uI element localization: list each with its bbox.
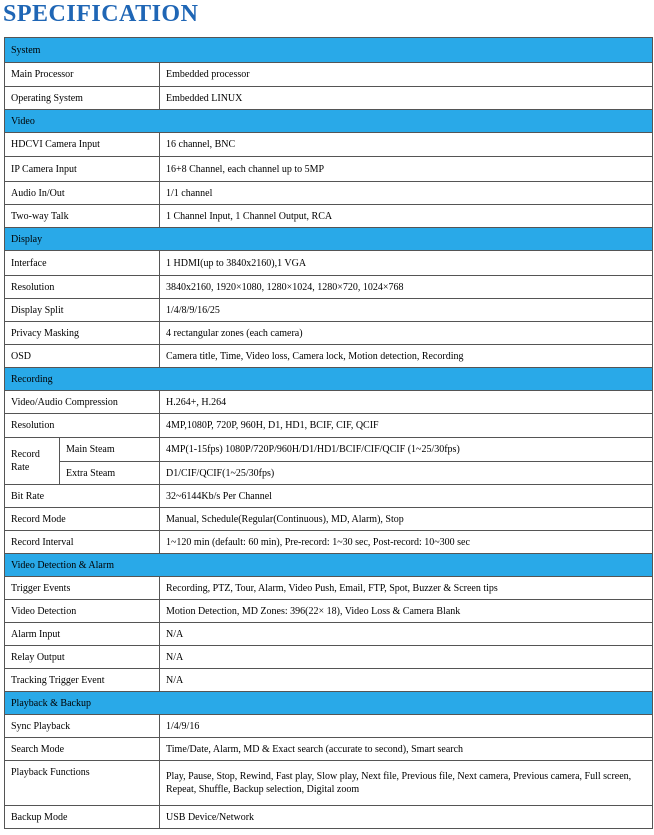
table-row	[5, 322, 653, 345]
table-row	[5, 531, 653, 554]
table-row	[5, 646, 653, 669]
section-title: Display	[5, 228, 653, 251]
table-row	[5, 577, 653, 600]
spec-value: 1/4/8/9/16/25	[160, 299, 653, 322]
spec-value: Embedded LINUX	[160, 87, 653, 110]
spec-label: Main Processor	[5, 63, 160, 87]
spec-sublabel: Extra Steam	[60, 462, 160, 485]
section-header-playback	[5, 692, 653, 715]
table-row	[5, 63, 653, 87]
table-row	[5, 738, 653, 761]
table-row	[5, 508, 653, 531]
spec-label: Bit Rate	[5, 485, 160, 508]
spec-label: Relay Output	[5, 646, 160, 669]
spec-label: HDCVI Camera Input	[5, 133, 160, 157]
table-row	[5, 182, 653, 205]
spec-label: IP Camera Input	[5, 157, 160, 182]
record-rate-line2: Rate	[11, 462, 30, 473]
spec-value: 32~6144Kb/s Per Channel	[160, 485, 653, 508]
table-row	[5, 715, 653, 738]
spec-value: N/A	[160, 646, 653, 669]
spec-label: Interface	[5, 251, 160, 276]
spec-label: OSD	[5, 345, 160, 368]
spec-label: Two-way Talk	[5, 205, 160, 228]
spec-value: Embedded processor	[160, 63, 653, 87]
section-header-video	[5, 110, 653, 133]
spec-value: 1/1 channel	[160, 182, 653, 205]
table-row	[5, 600, 653, 623]
table-row	[5, 391, 653, 414]
spec-value: N/A	[160, 669, 653, 692]
spec-value: D1/CIF/QCIF(1~25/30fps)	[160, 462, 653, 485]
table-row	[5, 414, 653, 438]
section-header-display	[5, 228, 653, 251]
table-row	[5, 205, 653, 228]
spec-sublabel: Main Steam	[60, 438, 160, 462]
section-header-recording	[5, 368, 653, 391]
section-header-detection	[5, 554, 653, 577]
spec-label: Audio In/Out	[5, 182, 160, 205]
spec-label: Display Split	[5, 299, 160, 322]
spec-value: Camera title, Time, Video loss, Camera lock, Motion detection, Recording	[160, 345, 653, 368]
spec-value: Time/Date, Alarm, MD & Exact search (accurate to second), Smart search	[160, 738, 653, 761]
table-row	[5, 276, 653, 299]
table-row	[5, 157, 653, 182]
spec-label: Resolution	[5, 414, 160, 438]
record-rate-line1: Record	[11, 449, 40, 460]
table-row	[5, 669, 653, 692]
table-row	[5, 761, 653, 806]
spec-label: Resolution	[5, 276, 160, 299]
spec-value: 1/4/9/16	[160, 715, 653, 738]
spec-label: Video/Audio Compression	[5, 391, 160, 414]
spec-label: Alarm Input	[5, 623, 160, 646]
spec-label: Video Detection	[5, 600, 160, 623]
table-row	[5, 623, 653, 646]
spec-label: Sync Playback	[5, 715, 160, 738]
record-rate-label	[5, 438, 60, 485]
spec-label: Playback Functions	[5, 761, 160, 806]
section-title: System	[5, 38, 653, 63]
spec-value: 4MP,1080P, 720P, 960H, D1, HD1, BCIF, CIF, QCIF	[160, 414, 653, 438]
spec-value: 4MP(1-15fps) 1080P/720P/960H/D1/HD1/BCIF/CIF/QCIF (1~25/30fps)	[160, 438, 653, 462]
spec-label: Search Mode	[5, 738, 160, 761]
spec-value: USB Device/Network	[160, 806, 653, 829]
table-row	[5, 485, 653, 508]
spec-value: N/A	[160, 623, 653, 646]
spec-value: 1 Channel Input, 1 Channel Output, RCA	[160, 205, 653, 228]
page-title: SPECIFICATION	[3, 1, 199, 27]
spec-value: Play, Pause, Stop, Rewind, Fast play, Slow play, Next file, Previous file, Next camera, Previous camera, Full screen, Repeat, Shuffle, Backup selection, Digital zoom	[160, 761, 653, 806]
section-title: Video	[5, 110, 653, 133]
spec-label: Trigger Events	[5, 577, 160, 600]
spec-label: Tracking Trigger Event	[5, 669, 160, 692]
section-title: Video Detection & Alarm	[5, 554, 653, 577]
spec-table	[4, 37, 653, 829]
spec-value: Manual, Schedule(Regular(Continuous), MD, Alarm), Stop	[160, 508, 653, 531]
spec-label: Record Interval	[5, 531, 160, 554]
section-title: Recording	[5, 368, 653, 391]
table-row	[5, 133, 653, 157]
spec-label: Backup Mode	[5, 806, 160, 829]
table-row	[5, 345, 653, 368]
spec-value: Motion Detection, MD Zones: 396(22× 18), Video Loss & Camera Blank	[160, 600, 653, 623]
table-row	[5, 438, 653, 462]
spec-value: H.264+, H.264	[160, 391, 653, 414]
spec-value: 16 channel, BNC	[160, 133, 653, 157]
spec-label: Privacy Masking	[5, 322, 160, 345]
section-header-system	[5, 38, 653, 63]
spec-value: 16+8 Channel, each channel up to 5MP	[160, 157, 653, 182]
table-row	[5, 87, 653, 110]
spec-label: Operating System	[5, 87, 160, 110]
table-row	[5, 806, 653, 829]
spec-value: 3840x2160, 1920×1080, 1280×1024, 1280×720, 1024×768	[160, 276, 653, 299]
spec-value: 1~120 min (default: 60 min), Pre-record: 1~30 sec, Post-record: 10~300 sec	[160, 531, 653, 554]
spec-value: 1 HDMI(up to 3840x2160),1 VGA	[160, 251, 653, 276]
spec-value: Recording, PTZ, Tour, Alarm, Video Push, Email, FTP, Spot, Buzzer & Screen tips	[160, 577, 653, 600]
spec-label: Record Mode	[5, 508, 160, 531]
spec-value: 4 rectangular zones (each camera)	[160, 322, 653, 345]
table-row	[5, 251, 653, 276]
table-row	[5, 299, 653, 322]
table-row	[5, 462, 653, 485]
section-title: Playback & Backup	[5, 692, 653, 715]
